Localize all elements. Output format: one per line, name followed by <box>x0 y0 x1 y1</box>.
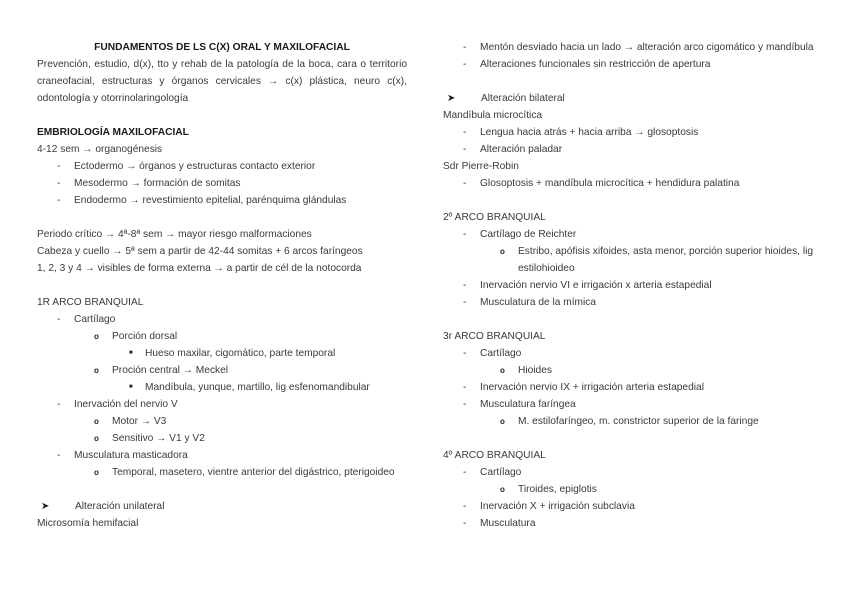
list-item: o Porción dorsal <box>94 331 178 342</box>
list-item: ■ Hueso maxilar, cigomático, parte temporal <box>129 348 336 359</box>
list-item: - Mesodermo → formación de somitas <box>57 178 241 189</box>
list-item: - Cartílago de Reichter <box>463 229 577 240</box>
arco3-heading: 3r ARCO BRANQUIAL <box>443 331 546 342</box>
list-item: o Temporal, masetero, vientre anterior del digástrico, pterigoideo <box>94 467 395 478</box>
list-item: - Cartílago <box>463 467 522 478</box>
list-item: - Alteraciones funcionales sin restricción de apertura <box>463 59 711 70</box>
left-column <box>37 39 407 532</box>
organogenesis-line: 4-12 sem → organogénesis <box>37 144 163 155</box>
list-item: - Inervación nervio VI e irrigación x arteria estapedial <box>463 280 712 291</box>
list-item: o Estribo, apófisis xifoides, asta menor, porción superior hioides, lig estilohioideo <box>500 246 814 274</box>
document-title: FUNDAMENTOS DE LS C(X) ORAL Y MAXILOFACIAL <box>94 42 350 53</box>
arco2-heading: 2º ARCO BRANQUIAL <box>443 212 546 223</box>
pierre-robin-line: Sdr Pierre-Robin <box>443 161 519 172</box>
list-item: - Musculatura de la mímica <box>463 297 597 308</box>
list-item: - Cartílago <box>463 348 522 359</box>
arrow-bullet-icon: ➤ <box>447 93 456 104</box>
intro-paragraph: Prevención, estudio, d(x), tto y rehab de la patología de la boca, cara o territorio craneofacial, estructuras y órganos cervicales → c(x) plástica, neuro c(x), odontología y otorrinolaringología <box>37 59 407 104</box>
list-item: o Sensitivo → V1 y V2 <box>94 433 205 444</box>
right-column <box>443 39 815 532</box>
arrow-bullet-icon: ➤ <box>41 501 50 512</box>
list-item: - Endodermo → revestimiento epitelial, parénquima glándulas <box>57 195 347 206</box>
list-item: ➤ Alteración bilateral <box>443 90 815 107</box>
arco4-heading: 4º ARCO BRANQUIAL <box>443 450 546 461</box>
list-item: o Hioides <box>500 365 552 376</box>
list-item: - Inervación nervio IX + irrigación arteria estapedial <box>463 382 704 393</box>
list-item: - Musculatura faríngea <box>463 399 576 410</box>
periodo-line: Cabeza y cuello → 5ª sem a partir de 42-44 somitas + 6 arcos faríngeos <box>37 246 363 257</box>
list-item: - Mentón desviado hacia un lado → alteración arco cigomático y mandíbula <box>463 42 814 53</box>
periodo-line: Periodo crítico → 4ª-8ª sem → mayor riesgo malformaciones <box>37 229 312 240</box>
list-item: o Proción central → Meckel <box>94 365 229 376</box>
list-item: o Motor → V3 <box>94 416 167 427</box>
list-item: - Cartílago <box>57 314 116 325</box>
list-item: - Musculatura masticadora <box>57 450 188 461</box>
list-item: - Inervación X + irrigación subclavia <box>463 501 635 512</box>
list-item: - Musculatura <box>463 518 536 529</box>
list-item: - Inervación del nervio V <box>57 399 178 410</box>
list-item: o Tiroides, epiglotis <box>500 484 597 495</box>
list-item: - Ectodermo → órganos y estructuras contacto exterior <box>57 161 316 172</box>
embriologia-heading: EMBRIOLOGÍA MAXILOFACIAL <box>37 127 189 138</box>
list-item: o M. estilofaríngeo, m. constrictor superior de la faringe <box>500 416 759 427</box>
list-item: - Lengua hacia atrás + hacia arriba → glosoptosis <box>463 127 699 138</box>
list-item: ➤ Alteración unilateral <box>37 498 407 515</box>
list-item: - Glosoptosis + mandíbula microcítica + hendidura palatina <box>463 178 740 189</box>
arco1-heading: 1R ARCO BRANQUIAL <box>37 297 144 308</box>
list-item: ■ Mandíbula, yunque, martillo, lig esfenomandibular <box>129 382 370 393</box>
mandibula-micro-line: Mandíbula microcítica <box>443 110 543 121</box>
microsomia-line: Microsomía hemifacial <box>37 518 139 529</box>
list-item: - Alteración paladar <box>463 144 563 155</box>
periodo-line: 1, 2, 3 y 4 → visibles de forma externa → a partir de cél de la notocorda <box>37 263 362 274</box>
